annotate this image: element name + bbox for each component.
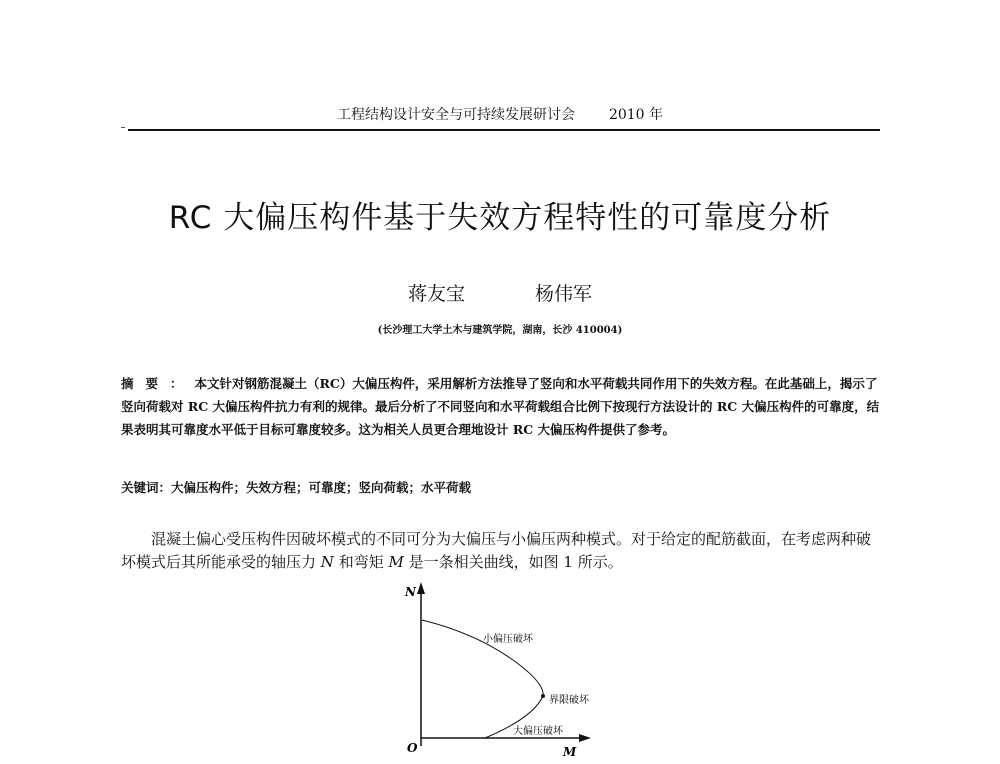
keywords-label: 关键词：	[121, 480, 172, 495]
author-1: 蒋友宝	[407, 283, 465, 305]
balanced-point	[541, 694, 545, 698]
origin-label: O	[407, 741, 418, 755]
body-text-2: 和弯矩	[338, 553, 384, 571]
abstract	[121, 372, 881, 441]
header-tick-mark	[121, 127, 125, 128]
paper-title: RC 大偏压构件基于失效方程特性的可靠度分析	[168, 200, 832, 236]
header-rule	[128, 129, 880, 131]
body-text-3: 是一条相关曲线，如图 1 所示。	[408, 553, 623, 571]
y-axis-label: N	[405, 585, 416, 599]
body-text-1: 混凝土偏心受压构件因破坏模式的不同可分为大偏压与小偏压两种模式。对于给定的配筋截面，在考虑两种破坏模式后其所能承受的轴压力	[121, 530, 872, 571]
abstract-label: 摘要：	[121, 376, 195, 391]
y-axis-arrow-icon	[417, 582, 425, 594]
interaction-diagram	[395, 578, 605, 760]
label-large-eccentric: 大偏压破坏	[513, 726, 563, 737]
author-2: 杨伟军	[535, 283, 593, 305]
symbol-N: N	[320, 553, 334, 571]
keywords-text: 大偏压构件；失效方程；可靠度；竖向荷载；水平荷载	[171, 480, 472, 495]
conference-name: 工程结构设计安全与可持续发展研讨会	[336, 107, 575, 123]
running-header	[0, 104, 1000, 124]
author-list	[0, 279, 1000, 306]
header-year: 2010 年	[608, 107, 664, 123]
abstract-text: 本文针对钢筋混凝土（RC）大偏压构件，采用解析方法推导了竖向和水平荷载共同作用下的失效方程。在此基础上，揭示了竖向荷载对 RC 大偏压构件抗力有利的规律。最后分析了不同竖向和水平荷载组合比例下按现行方法设计的 RC 大偏压构件的可靠度，结果表明其可靠度水平低于目标可靠度较多。这为相关人员更合理地设计 RC 大偏压构件提供了参考。	[121, 376, 880, 437]
body-paragraph	[121, 528, 883, 574]
keywords	[121, 478, 881, 496]
label-small-eccentric: 小偏压破坏	[483, 634, 533, 645]
symbol-M: M	[388, 553, 404, 571]
x-axis-label: M	[563, 745, 577, 759]
x-axis-arrow-icon	[579, 734, 591, 742]
figure-nm-interaction	[395, 578, 605, 760]
affiliation: (长沙理工大学土木与建筑学院，湖南，长沙 410004)	[377, 325, 623, 336]
label-balanced: 界限破坏	[549, 695, 589, 706]
